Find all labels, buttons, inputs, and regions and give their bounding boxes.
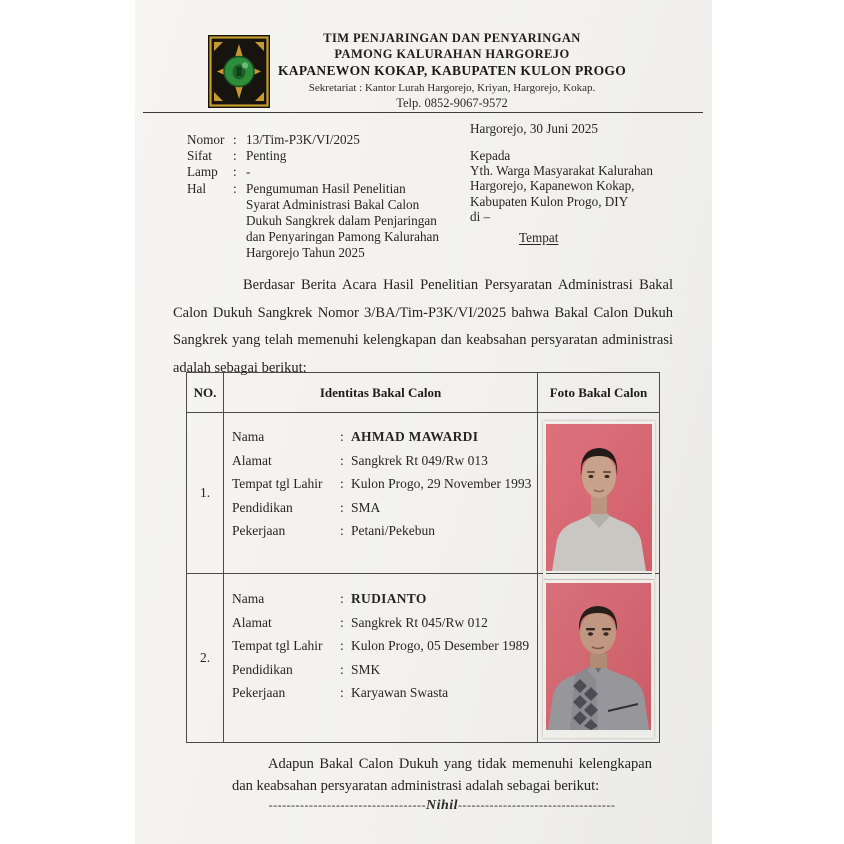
field-nama xyxy=(232,425,537,449)
field-label: Tempat tgl Lahir xyxy=(232,476,323,491)
field-tempat-tgl-lahir xyxy=(232,634,537,658)
colon-separator: : xyxy=(340,429,344,444)
field-value: Petani/Pekebun xyxy=(351,523,435,538)
org-name-line2: PAMONG KALURAHAN HARGOREJO xyxy=(334,47,570,61)
dash-filler: ----------------------------------- xyxy=(268,798,426,812)
meta-row-hal xyxy=(187,181,467,262)
field-label: Pendidikan xyxy=(232,661,293,677)
field-value: SMA xyxy=(351,499,381,515)
field-pekerjaan xyxy=(232,681,537,705)
tempat-label: Tempat xyxy=(519,230,559,246)
colon-separator: : xyxy=(340,661,344,677)
colon-separator: : xyxy=(340,638,344,653)
meta-row-sifat xyxy=(187,148,467,164)
field-label: Alamat xyxy=(232,614,272,630)
nomor-label: Nomor xyxy=(187,132,225,147)
letter-meta xyxy=(187,132,467,262)
row-number: 1. xyxy=(187,413,224,574)
field-nama xyxy=(232,587,537,611)
secretariat-address: Sekretariat : Kantor Lurah Hargorejo, Kriyan, Hargorejo, Kokap. xyxy=(308,82,596,95)
colon-separator: : xyxy=(233,180,237,196)
nihil-label: Nihil xyxy=(425,798,459,813)
field-label: Nama xyxy=(232,429,265,444)
colon-separator: : xyxy=(340,452,344,468)
candidate-photo xyxy=(543,580,654,738)
lamp-label: Lamp xyxy=(187,164,218,180)
kepada-label: Kepada xyxy=(470,148,511,163)
sifat-value: Penting xyxy=(246,148,287,164)
lamp-value: - xyxy=(246,164,251,180)
recipient-line: di – xyxy=(470,208,491,224)
recipient-line: Hargorejo, Kapanewon Kokap, xyxy=(470,178,635,194)
colon-separator: : xyxy=(233,148,237,164)
nomor-value: 13/Tim-P3K/VI/2025 xyxy=(246,132,360,147)
field-label: Pekerjaan xyxy=(232,523,286,538)
date-line: Hargorejo, 30 Juni 2025 xyxy=(470,121,598,136)
field-value: Sangkrek Rt 049/Rw 013 xyxy=(351,452,488,468)
recipient-block xyxy=(470,148,700,245)
colon-separator: : xyxy=(340,591,344,606)
sifat-label: Sifat xyxy=(187,148,212,164)
field-value: Sangkrek Rt 045/Rw 012 xyxy=(351,614,488,630)
letterhead xyxy=(252,30,652,111)
dash-filler: ----------------------------------- xyxy=(458,798,616,812)
hal-line: Syarat Administrasi Bakal Calon xyxy=(246,196,420,212)
photo-cell xyxy=(538,413,659,574)
candidate-identity xyxy=(224,413,538,574)
field-value: Kulon Progo, 29 November 1993 xyxy=(351,476,532,491)
field-label: Pekerjaan xyxy=(232,685,286,700)
column-header-no: NO. xyxy=(187,373,224,413)
candidate-name: RUDIANTO xyxy=(351,591,427,606)
field-label: Nama xyxy=(232,591,265,606)
colon-separator: : xyxy=(340,685,344,700)
hal-line: Dukuh Sangkrek dalam Penjaringan xyxy=(246,213,437,229)
field-value: Kulon Progo, 05 Desember 1989 xyxy=(351,638,530,653)
column-header-photo: Foto Bakal Calon xyxy=(538,373,659,413)
org-name-line3: KAPANEWON KOKAP, KABUPATEN KULON PROGO xyxy=(277,63,627,78)
recipient-line: Kabupaten Kulon Progo, DIY xyxy=(470,193,629,209)
field-pendidikan xyxy=(232,496,537,520)
field-pekerjaan xyxy=(232,519,537,543)
recipient-line: Yth. Warga Masyarakat Kalurahan xyxy=(470,163,654,179)
field-alamat xyxy=(232,611,537,635)
closing-paragraph: Adapun Bakal Calon Dukuh yang tidak memenuhi kelengkapan dan keabsahan persyaratan administrasi adalah sebagai berikut: xyxy=(232,756,652,794)
colon-separator: : xyxy=(233,164,237,180)
meta-row-lamp xyxy=(187,164,467,180)
candidate-name: AHMAD MAWARDI xyxy=(351,429,479,444)
field-alamat xyxy=(232,449,537,473)
org-name-line1: TIM PENJARINGAN DAN PENYARINGAN xyxy=(323,31,581,45)
hal-line: Pengumuman Hasil Penelitian xyxy=(246,180,406,196)
photo-cell xyxy=(538,574,659,742)
row-number: 2. xyxy=(187,574,224,742)
field-value: Karyawan Swasta xyxy=(351,685,449,700)
nihil-line xyxy=(232,798,652,814)
candidates-table xyxy=(186,372,660,743)
colon-separator: : xyxy=(340,614,344,630)
field-tempat-tgl-lahir xyxy=(232,472,537,496)
hal-label: Hal xyxy=(187,180,207,196)
colon-separator: : xyxy=(340,476,344,491)
candidate-identity xyxy=(224,574,538,742)
hal-line: dan Penyaringan Pamong Kalurahan xyxy=(246,229,439,245)
colon-separator: : xyxy=(340,499,344,515)
hal-value xyxy=(246,181,467,262)
field-label: Alamat xyxy=(232,452,272,468)
meta-row-nomor xyxy=(187,132,467,148)
hal-line: Hargorejo Tahun 2025 xyxy=(246,245,365,261)
colon-separator: : xyxy=(233,132,237,147)
body-paragraph: Berdasar Berita Acara Hasil Penelitian Persyaratan Administrasi Bakal Calon Dukuh Sangkrek Nomor 3/BA/Tim-P3K/VI/2025 bahwa Bakal Calon Dukuh Sangkrek yang telah memenuhi kelengkapan dan keabsahan persyaratan administrasi adalah sebagai berikut: xyxy=(173,277,673,376)
colon-separator: : xyxy=(340,523,344,538)
letterhead-divider xyxy=(143,112,703,113)
candidate-photo xyxy=(543,421,655,579)
field-value: SMK xyxy=(351,661,381,677)
field-pendidikan xyxy=(232,658,537,682)
phone-number: Telp. 0852-9067-9572 xyxy=(396,96,508,111)
field-label: Pendidikan xyxy=(232,499,293,515)
column-header-identity: Identitas Bakal Calon xyxy=(224,373,538,413)
field-label: Tempat tgl Lahir xyxy=(232,638,323,653)
